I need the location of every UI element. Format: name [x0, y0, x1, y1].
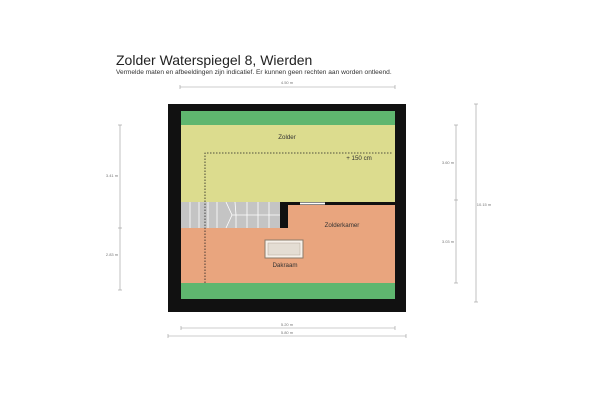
page-title: Zolder Waterspiegel 8, Wierden [116, 52, 313, 68]
dimension-right-upper: 3.60 m [441, 160, 455, 165]
roof-strip-top [181, 111, 395, 125]
staircase [181, 202, 280, 228]
room-label-zolderkamer: Zolderkamer [324, 222, 360, 229]
skylight [265, 240, 303, 258]
partition-wall-vertical [280, 202, 285, 228]
dimension-right [454, 104, 478, 302]
dimension-left [118, 125, 122, 290]
room-label-zolder: Zolder [278, 134, 296, 141]
partition-wall [280, 202, 395, 205]
dimension-top-label: 4.50 m [280, 80, 294, 85]
dimension-left-lower: 2.83 m [105, 252, 119, 257]
dimension-bottom-inner: 5.20 m [280, 322, 294, 327]
room-label-dakraam: Dakraam [272, 262, 298, 269]
disclaimer-text: Vermelde maten en afbeeldingen zijn indicatief. Er kunnen geen rechten aan worden ontleend. [116, 69, 392, 76]
roof-strip-bottom [181, 283, 395, 299]
dimension-right-total: 10.15 m [476, 202, 492, 207]
dimension-top [180, 80, 395, 89]
dimension-bottom-outer: 5.80 m [280, 330, 294, 335]
headroom-label: + 150 cm [346, 155, 372, 162]
dimension-right-lower: 3.03 m [441, 239, 455, 244]
dimension-left-upper: 3.41 m [105, 173, 119, 178]
